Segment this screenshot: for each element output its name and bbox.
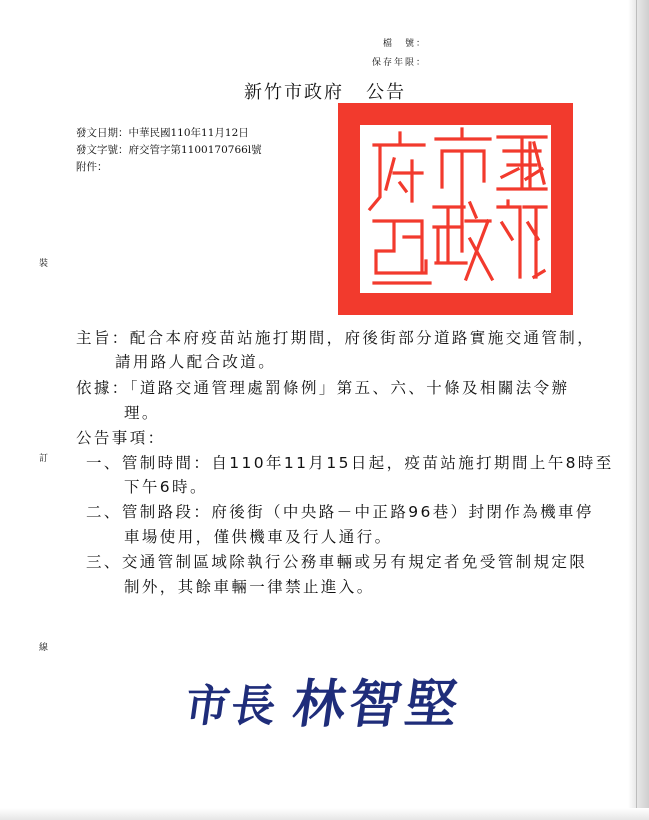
basis-label: 依據： (76, 379, 130, 397)
item-3-text-1: 交通管制區域除執行公務車輛或另有規定者免受管制規定限 (121, 553, 588, 571)
basis-text-1: 「道路交通管理處罰條例」第五、六、十條及相關法令辦 (129, 379, 570, 397)
basis-line-2: 理。 (124, 404, 160, 422)
item-1-marker: 一、 (86, 454, 122, 472)
binding-mark-ding: 訂 (39, 454, 49, 464)
official-seal (338, 103, 573, 315)
document-type: 公告 (366, 82, 406, 103)
issue-number-label: 發文字號： (76, 144, 129, 156)
attachment-label: 附件： (76, 161, 108, 173)
issuing-organization: 新竹市政府 (244, 82, 344, 103)
issue-date-value: 中華民國110年11月12日 (128, 127, 249, 139)
page-edge-line (636, 0, 637, 820)
binding-mark-xian: 線 (39, 643, 49, 653)
page-edge-shadow (628, 0, 649, 820)
basis-line-1 (76, 376, 569, 398)
subject-label: 主旨： (76, 329, 130, 347)
issue-date (76, 125, 249, 140)
document-title (244, 78, 406, 104)
items-heading: 公告事項： (76, 429, 166, 447)
item-1-text-1: 管制時間：自110年11月15日起，疫苗站施打期間上午8時至 (121, 454, 614, 472)
item-2-text-1: 管制路段：府後街（中央路－中正路96巷）封閉作為機車停 (121, 503, 594, 521)
item-2-marker: 二、 (86, 503, 122, 521)
signature-name: 林智堅 (289, 675, 466, 735)
item-1-line-1 (86, 451, 614, 473)
item-3-line-2: 制外，其餘車輛一律禁止進入。 (124, 578, 375, 596)
item-3-marker: 三、 (86, 553, 122, 571)
issue-number-value: 府交管字第1100170766l號 (128, 144, 262, 156)
subject-text-1: 配合本府疫苗站施打期間，府後街部分道路實施交通管制， (129, 329, 596, 347)
page-bottom-shade (0, 808, 649, 820)
mayor-signature (181, 662, 486, 735)
issue-number (76, 142, 262, 157)
issue-date-label: 發文日期： (76, 127, 129, 139)
item-2-line-2: 車場使用，僅供機車及行人通行。 (124, 528, 393, 546)
attachment (76, 159, 108, 174)
retention-label: 保存年限： (372, 58, 428, 68)
item-1-line-2: 下午6時。 (124, 478, 208, 496)
signature-title: 市長 (181, 681, 281, 732)
seal-glyphs (338, 103, 573, 315)
subject-line-1 (76, 326, 595, 348)
file-number-label: 檔 號： (383, 39, 428, 49)
subject-line-2: 請用路人配合改道。 (115, 353, 277, 371)
binding-mark-zhuang: 裝 (39, 259, 49, 269)
item-2-line-1 (86, 500, 594, 522)
item-3-line-1 (86, 550, 587, 572)
